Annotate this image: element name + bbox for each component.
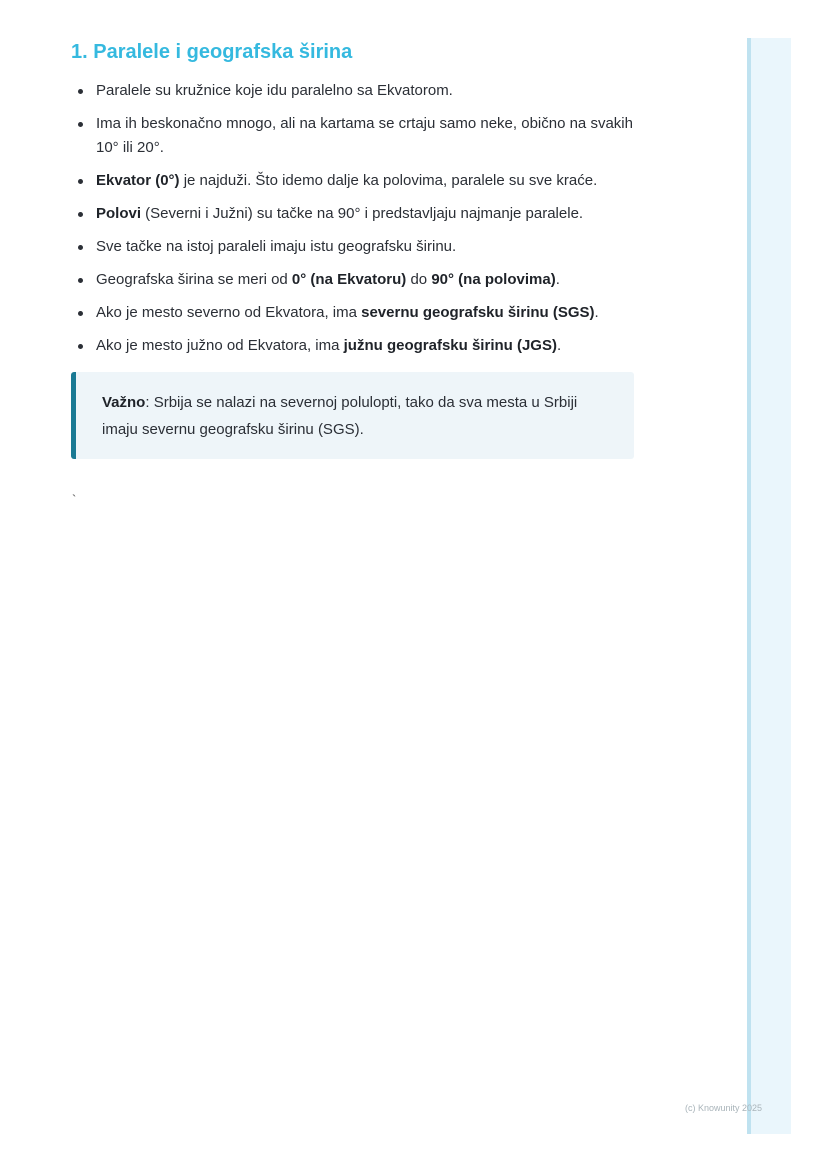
copyright-footer: (c) Knowunity 2025: [685, 1103, 763, 1113]
bold-term: 0° (na Ekvatoru): [291, 271, 407, 288]
bold-term: južnu geografsku širinu (JGS): [343, 337, 557, 354]
bullet-text: Ima ih beskonačno mnogo, ali na kartama se crtaju samo neke, obično na svakih 10° ili 20°.: [96, 115, 633, 156]
bullet-item: [71, 301, 641, 325]
bullet-item: [71, 169, 641, 193]
bullet-text: je najduži. Što idemo dalje ka polovima, paralele su sve kraće.: [179, 172, 598, 189]
bullet-text: (Severni i Južni) su tačke na 90° i predstavljaju najmanje paralele.: [141, 205, 584, 222]
important-callout: [71, 372, 634, 459]
bold-term: Polovi: [96, 205, 142, 222]
bullet-text: Ako je mesto severno od Ekvatora, ima: [96, 304, 362, 321]
document-content: [71, 38, 641, 459]
bullet-list: [71, 79, 641, 358]
bullet-item: [71, 112, 641, 160]
bullet-text: Sve tačke na istoj paraleli imaju istu geografsku širinu.: [96, 238, 457, 255]
bullet-text: Paralele su kružnice koje idu paralelno sa Ekvatorom.: [96, 82, 453, 99]
bullet-text: .: [556, 337, 562, 354]
section-heading: 1. Paralele i geografska širina: [71, 41, 353, 63]
bold-term: Ekvator (0°): [96, 172, 180, 189]
callout-text: : Srbija se nalazi na severnoj polulopti, tako da sva mesta u Srbiji imaju severnu geografsku širinu (SGS).: [102, 394, 578, 438]
bullet-item: [71, 334, 641, 358]
stray-backtick: `: [72, 492, 77, 507]
bullet-item: [71, 235, 641, 259]
side-strip: [747, 38, 791, 1134]
bullet-text: .: [594, 304, 599, 321]
bullet-text: Ako je mesto južno od Ekvatora, ima: [96, 337, 344, 354]
callout-label: Važno: [102, 394, 146, 411]
bullet-item: [71, 268, 641, 292]
bullet-text: .: [555, 271, 560, 288]
bold-term: 90° (na polovima): [431, 271, 556, 288]
bullet-text: do: [406, 271, 432, 288]
bold-term: severnu geografsku širinu (SGS): [361, 304, 595, 321]
bullet-item: [71, 202, 641, 226]
bullet-item: [71, 79, 641, 103]
bullet-text: Geografska širina se meri od: [96, 271, 292, 288]
